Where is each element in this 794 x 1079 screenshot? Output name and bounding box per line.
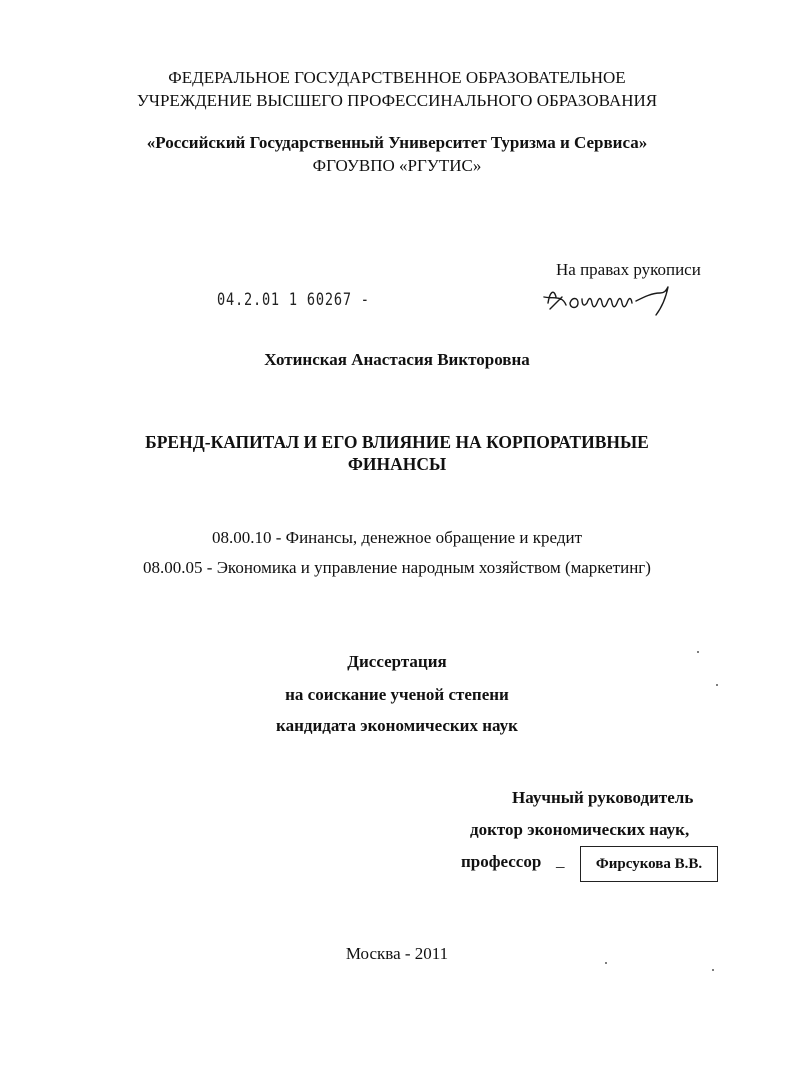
registration-stamp-number: 04.2.01 1 60267 -: [217, 290, 370, 310]
federal-institution-line-1: ФЕДЕРАЛЬНОЕ ГОСУДАРСТВЕННОЕ ОБРАЗОВАТЕЛЬНОЕ: [168, 68, 626, 87]
degree-name: кандидата экономических наук: [276, 716, 518, 735]
city-year: Москва - 2011: [345, 944, 449, 963]
degree-purpose: на соискание ученой степени: [285, 685, 509, 704]
dissertation-label: Диссертация: [347, 652, 447, 671]
scan-speck: [697, 651, 699, 653]
handwritten-signature: [540, 283, 690, 319]
university-abbreviation: ФГОУВПО «РГУТИС»: [312, 156, 482, 175]
scan-speck: [712, 969, 714, 971]
dissertation-title-line-2: ФИНАНСЫ: [347, 454, 447, 474]
scan-speck: [605, 962, 607, 964]
specialty-line-2: 08.00.05 - Экономика и управление народным хозяйством (маркетинг): [143, 558, 651, 577]
university-name: «Российский Государственный Университет Туризма и Сервиса»: [146, 133, 648, 152]
supervisor-degree: доктор экономических наук,: [470, 820, 690, 839]
supervisor-signature-line: _: [556, 851, 565, 870]
author-name: Хотинская Анастасия Викторовна: [264, 350, 530, 369]
dissertation-title-line-1: БРЕНД-КАПИТАЛ И ЕГО ВЛИЯНИЕ НА КОРПОРАТИВНЫЕ: [145, 432, 649, 452]
scan-speck: [716, 684, 718, 686]
supervisor-role: Научный руководитель: [512, 788, 694, 807]
rights-label: На правах рукописи: [556, 260, 701, 279]
supervisor-title: профессор: [461, 852, 542, 871]
federal-institution-line-2: УЧРЕЖДЕНИЕ ВЫСШЕГО ПРОФЕССИНАЛЬНОГО ОБРАЗОВАНИЯ: [136, 91, 658, 110]
supervisor-name-box: [580, 846, 718, 882]
supervisor-name: Фирсукова В.В.: [595, 855, 703, 872]
specialty-line-1: 08.00.10 - Финансы, денежное обращение и кредит: [211, 528, 582, 547]
